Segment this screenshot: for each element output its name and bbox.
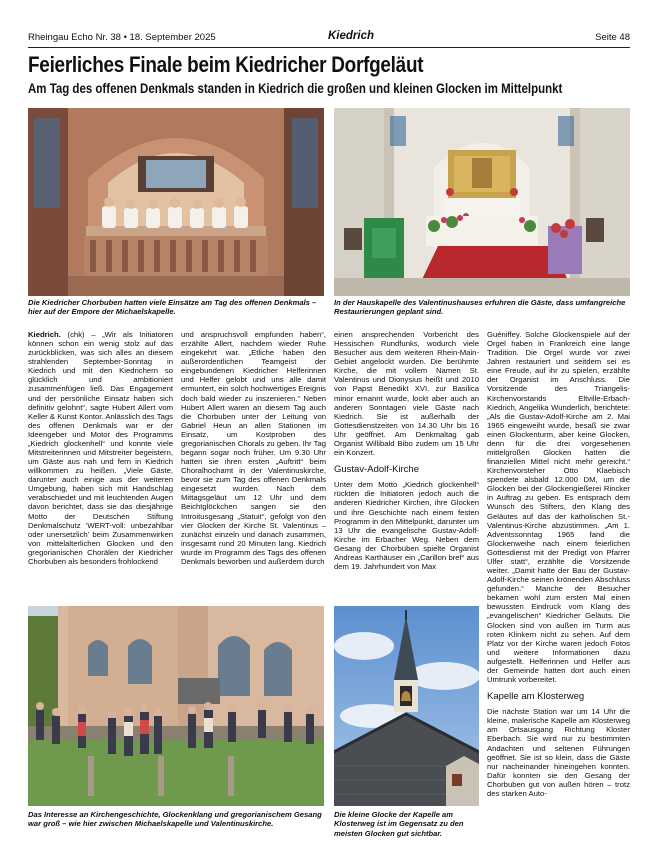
- caption-photo-4: Die kleine Glocke der Kapelle am Klosterweg ist im Gegensatz zu den meisten Glocken gut sichtbar.: [334, 810, 464, 838]
- article-col4b-text: Die nächste Station war um 14 Uhr die kleine, malerische Kapelle am Klosterweg am Ortsausgang Richtung Kloster Eberbach. Sie wird nur zu bestimmten Andachten und seltenen Führungen geöffnet. Sie ist so klein, dass die Gäste nur nacheinander hineingehen konnten. Dafür konnten sie den Gesang der Chorbuben gut von außen hören – trotz des starken Auto-: [487, 707, 630, 798]
- photo-chapel-bell: [334, 606, 479, 806]
- article-col3b-text: Unter dem Motto „Kiedrich glockenhell“ rückten die Initiatoren jedoch auch die anderen Kiedricher Kirchen, ihre Glocken und ihre Geschichte nach einem festen Programm in den Mittelpunkt, darunter um 13 Uhr die evangelische Gustav-Adolf-Kirche im Erbacher Weg. Neben dem Gesang der Chorbuben spielte Organist Andreas Karthäuser ein „Carillon bref“ aus dem 19. Jahrhundert von Max: [334, 480, 479, 571]
- headline: Feierliches Finale beim Kiedricher Dorfgeläut: [28, 52, 424, 77]
- article-col1-text: (chk) – „Wir als Initiatoren können schon ein wenig stolz auf das zurückblicken, was sich alles an diesem strahlenden September-Sonntag in Kiedrich und mit den Kiedrichern so glücklich und ambitioniert zusammenfügen ließ. Das Engagement und der persönliche Einsatz haben sich definitiv gelohnt“, sagte Hubert Allert vom Keller & Kunst Kontor. Anlässlich des Tags des offenen Denkmals war er der Ideengeber und Motor des Programms „Kiedrich glockenhell“ und konnte viele Mitstreiterinnen und Mitstreiter begeistern, um Gäste aus nah und fern in Kiedrich willkommen zu heißen. „Viele Gäste, darunter auch einige aus der weiteren Umgebung, haben sich mit Handschlag verabschiedet und mit leuchtenden Augen davon berichtet, dass sie das diesjährige Motto der Deutschen Stiftung Denkmalschutz ‘WERT-voll: unbezahlbar oder unersetzlich’ beim Zusammenwirken von mittelalterlichen Glocken und den gregorianischen Chorälen der Kiedricher Chorbuben als besonders frohlockend: [28, 330, 174, 566]
- article-column-1: [28, 330, 173, 566]
- article-column-3: [334, 330, 479, 571]
- article-column-2: [181, 330, 326, 566]
- subheading-gustav-adolf: Gustav-Adolf-Kirche: [334, 464, 420, 476]
- caption-photo-1: Die Kiedricher Chorbuben hatten viele Einsätze am Tag des offenen Denkmals – hier auf der Empore der Michaelskapelle.: [28, 298, 317, 317]
- article-col3a-text: einen ansprechenden Vorbericht des Hessischen Rundfunks, wodurch viele Besucher aus dem weiteren Rhein-Main-Gebiet angelockt wurden. Die berühmte Kirche, die mit vollem Namen St. Valentinus und Dionysius heißt und 2010 von Papst Benedikt XVI. zur Basilica minor ernannt wurde, lockt aber auch an anderen Sonntagen viele Gäste nach Kiedrich. Sie ist außerhalb der Gottesdienstzeiten von 14.30 Uhr bis 16 Uhr geöffnet. Am Denkmaltag gab Organist Willibald Bibo zudem um 15 Uhr ein Konzert.: [334, 330, 479, 458]
- page-number: Seite 48: [595, 32, 630, 43]
- photo-hauskapelle: [334, 108, 630, 296]
- page-header: [28, 30, 630, 45]
- article-col2-text: und anspruchsvoll empfunden haben“, erzählte Allert, nachdem wieder Ruhe eingekehrt war. „Etliche haben den außerordentlichen Teamgeist der eingebundenen Kiedricher Helferinnen und Helfer gelobt und uns alle damit ermuntert, ein solch hochwertiges Ereignis doch bald wieder zu inszenieren.“ Neben Hubert Allert waren an diesem Tag auch die Chorbuben unter der Leitung von Gabriel Heun an allen Stationen im Einsatz, um Kostproben des gregorianischen Chorals zu geben. Ihr Tag begann sogar noch früher. Um 9.30 Uhr hatten sie ihren ersten „Auftritt“ beim Choralhochamt in der Valentinuskirche, bevor sie zum Tag des offenen Denkmals eingesetzt wurden. Nach dem Mittagsgeläut um 12 Uhr und dem Beichtglöckchen sangen sie den Introitusgesang „Statuit“, gefolgt von den vier Glocken der Kirche St. Valentinus – zunächst einzeln und danach zusammen, insgesamt rund 20 Minuten lang. Kiedrich wurde im Programm des Tags des offenen Denkmals beworben und außerdem durch: [181, 330, 326, 566]
- photo-choir-gallery: [28, 108, 324, 296]
- caption-photo-3: Das Interesse an Kirchengeschichte, Glockenklang und gregorianischem Gesang war groß – wie hier zwischen Michaelskapelle und Valentinuskirche.: [28, 810, 322, 829]
- subheadline: Am Tag des offenen Denkmals standen in Kiedrich die großen und kleinen Glocken im Mittelpunkt: [28, 80, 563, 96]
- lead-place: Kiedrich.: [28, 330, 61, 339]
- photo-visitors-courtyard: [28, 606, 324, 806]
- article-col4a-text: Guéniffey. Solche Glockenspiele auf der Orgel haben in Frankreich eine lange Tradition. Die Orgel wurde vor zwei Jahren restauriert und seitdem sei es eine Freude, auf ihr zu spielen, erzählte der Organist im Anschluss. Die Vorsitzende des Triangelis-Kirchenvorstands Eltville-Erbach-Kiedrich, Angelika Wunderlich, berichtete: „Als die Gustav-Adolf-Kirche am 2. Mai 1965 eingeweiht wurde, besaß sie zwar einen Glockenturm, aber keine Glocken, denn für die drei vorgesehenen mittelgroßen Glocken hatten die finanziellen Mittel nicht mehr gereicht.“ Kirchenvorsteher Otto Klaebisch spendete alsbald 12.000 DM, um die Glocken bei der Glockengießerei Rincker in Auftrag zu geben. Es entsprach dem Wunsch des Stifters, den Klang des Geläutes auf das der katholischen St.-Valentinus-Kirche abzustimmen. „Am 1. Adventssonntag 1965 fand die Glockenweihe nach einem feierlichen Gottesdienst mit der Predigt von Pfarrer Ulfer statt“, erzählte die Vorsitzende weiter. „Damit hatte der Bau der Gustav-Adolf-Kirche seinen krönenden Abschluss gefunden.“ Manche der Besucher bekamen wohl zum ersten Mal einen bewussten Eindruck vom Klang des „evangelischen“ Kiedricher Geläuts. Die Glocken sind von außen im Turm aus roten Klinkern nicht zu sehen. Auf dem Platz vor der Kirche waren jedoch Fotos und weitere Informationen dazu aufgestellt. Helferinnen und Helfer aus der Gemeinde hatten dort auch einen Umtrunk vorbereitet.: [487, 330, 630, 684]
- article-column-4: [487, 330, 630, 798]
- issue-info: Rheingau Echo Nr. 38 • 18. September 2025: [28, 32, 216, 43]
- subheading-kapelle-klosterweg: Kapelle am Klosterweg: [487, 691, 585, 703]
- caption-photo-2: In der Hauskapelle des Valentinushauses erfuhren die Gäste, dass umfangreiche Restaurierungen geplant sind.: [334, 298, 626, 317]
- header-rule: [28, 47, 630, 48]
- section-title: Kiedrich: [328, 30, 375, 42]
